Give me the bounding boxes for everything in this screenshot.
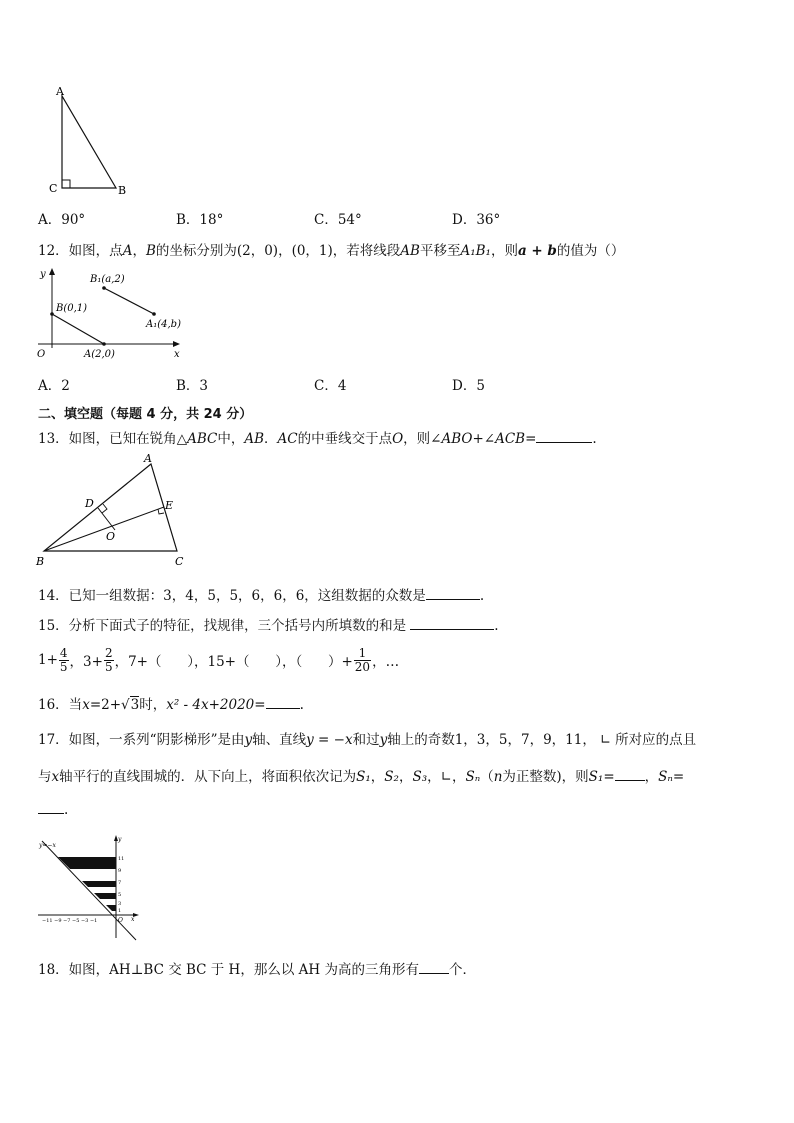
q13-text: 中， xyxy=(217,431,245,447)
q17-text: 轴平行的直线围城的．从下向上，将面积依次记为 xyxy=(59,769,357,785)
fraction-1-20 xyxy=(354,647,371,674)
q15-term: ，… xyxy=(372,654,400,670)
q11-option-d[interactable]: D．36° xyxy=(452,212,501,228)
vertex-label-b: B xyxy=(36,555,45,568)
triangle-abc xyxy=(62,96,116,188)
q18-answer-blank[interactable] xyxy=(419,961,449,974)
q17-answer-blank-sn[interactable] xyxy=(38,801,64,814)
perpendicular-bisector-ac xyxy=(44,507,164,551)
q17-equation: y = −x xyxy=(306,732,353,748)
point-b1-label: B₁(a,2) xyxy=(90,274,125,285)
point-a1 xyxy=(152,312,156,316)
q11-option-c[interactable]: C．54° xyxy=(314,212,362,228)
q17-axis: y xyxy=(379,732,388,748)
q12-expression: a + b xyxy=(517,243,557,259)
fraction-numerator: 1 xyxy=(354,647,371,661)
y-tick-1: 1 xyxy=(118,908,122,914)
fraction-denominator: 5 xyxy=(104,659,113,674)
q17-text: 17．如图，一系列“阴影梯形”是由 xyxy=(38,732,245,748)
q17-question-line2 xyxy=(38,765,684,785)
q17-axis: x xyxy=(51,769,60,785)
q13-triangle-figure xyxy=(34,450,204,570)
q17-axis: y xyxy=(244,732,253,748)
y-tick-9: 9 xyxy=(118,868,122,874)
q12-option-c[interactable]: C．4 xyxy=(314,378,347,394)
q13-text: . xyxy=(592,431,597,447)
fraction-denominator: 20 xyxy=(354,659,371,674)
area-s1: S₁ xyxy=(588,769,604,785)
q17-text: 轴上的奇数1，3，5，7，9，11， xyxy=(387,732,596,748)
q17-text: 与 xyxy=(38,769,52,785)
y-axis-label: y xyxy=(40,269,46,280)
q18-text: 个． xyxy=(448,962,476,978)
segment-ab xyxy=(52,314,104,344)
point-b-label: B(0,1) xyxy=(56,303,88,314)
q17-text: ， xyxy=(644,769,659,785)
q12-option-b[interactable]: B．3 xyxy=(176,378,209,394)
q13-text: 13．如图，已知在锐角 xyxy=(38,431,177,447)
q13-question xyxy=(38,427,597,447)
q13-text: ． xyxy=(264,431,278,447)
fraction-4-5 xyxy=(59,647,69,674)
area-s3: S₃ xyxy=(412,769,428,785)
q17-text: 和过 xyxy=(352,732,380,748)
section-heading-fill-in-blank: 二、填空题（每题 4 分，共 24 分） xyxy=(38,407,253,422)
q12-option-d[interactable]: D．5 xyxy=(452,378,485,394)
q13-text: ，则 xyxy=(403,431,431,447)
q13-text: 的中垂线交于点 xyxy=(297,431,393,447)
y-axis-label: y xyxy=(118,836,122,843)
vertex-label-b: B xyxy=(118,184,127,197)
right-angle-mark-e xyxy=(158,509,164,514)
q16-variable: x xyxy=(82,697,90,713)
q13-triangle: △ABC xyxy=(176,431,218,447)
shaded-trapezoid-s3 xyxy=(82,881,116,887)
q15-text: 15．分析下面式子的特征，找规律，三个括号内所填数的和是 xyxy=(38,618,407,634)
y-tick-5: 5 xyxy=(118,892,122,898)
q15-term: ，7+（ ），15+（ ），（ ）+ xyxy=(114,654,353,670)
q11-option-b[interactable]: B．18° xyxy=(176,212,224,228)
q17-ellipsis: ∟ xyxy=(599,732,612,748)
q14-text: 14．已知一组数据：3，4，5，5，6，6，6，这组数据的众数是 xyxy=(38,588,426,604)
y-tick-3: 3 xyxy=(118,901,122,907)
q17-trapezoid-figure xyxy=(36,832,146,942)
q15-term: ，3+ xyxy=(69,654,103,670)
point-b1 xyxy=(102,286,106,290)
point-a-label: A(2,0) xyxy=(84,349,115,360)
point-label-o: O xyxy=(106,530,116,543)
area-s1: S₁ xyxy=(356,769,371,785)
q11-triangle-figure xyxy=(44,84,134,199)
q17-text: （ xyxy=(480,769,494,785)
q17-question-line1 xyxy=(38,728,696,748)
line-label: y=−x xyxy=(39,842,56,849)
q16-text: . xyxy=(299,697,304,713)
vertex-label-a: A xyxy=(144,452,152,465)
q12-text: 12．如图，点 xyxy=(38,243,123,259)
q15-expression xyxy=(38,642,399,678)
q11-option-a[interactable]: A．90° xyxy=(38,212,86,228)
q12-segment-ab: AB xyxy=(400,243,420,259)
y-tick-11: 11 xyxy=(118,856,125,862)
origin-label: O xyxy=(37,349,46,360)
q17-text: = xyxy=(603,769,615,785)
q12-option-a[interactable]: A．2 xyxy=(38,378,70,394)
origin-label: O xyxy=(118,917,123,924)
y-axis-arrow xyxy=(49,268,55,275)
vertex-label-c: C xyxy=(49,182,58,195)
x-axis-label: x xyxy=(174,349,180,360)
fraction-numerator: 2 xyxy=(104,645,113,660)
sqrt-sign: √ xyxy=(121,697,130,713)
q17-variable-n: n xyxy=(493,769,503,785)
q12-text: ，则 xyxy=(490,243,518,259)
q17-text: ， xyxy=(398,769,413,785)
q13-side-ac: AC xyxy=(277,431,298,447)
q14-answer-blank[interactable] xyxy=(426,587,480,600)
right-angle-mark xyxy=(62,180,70,188)
q13-answer-blank[interactable] xyxy=(536,430,592,443)
q15-text: . xyxy=(494,618,499,634)
x-tick-labels: −11 −9 −7 −5 −3 −1 xyxy=(42,918,98,924)
point-a xyxy=(102,342,106,346)
perpendicular-bisector-ab xyxy=(98,508,115,530)
q12-point-b: B xyxy=(145,243,156,259)
q17-text: = xyxy=(672,769,685,785)
q12-coordinate-figure xyxy=(34,264,194,364)
q13-expression: ∠ABO+∠ACB= xyxy=(430,431,537,447)
q16-text: 16．当 xyxy=(38,697,83,713)
q15-term: 1+ xyxy=(38,652,58,668)
q17-text: 轴、直线 xyxy=(252,732,307,748)
q18-text: 18．如图，AH⊥BC 交 BC 于 H，那么以 AH 为高的三角形有 xyxy=(38,962,419,978)
x-axis-arrow xyxy=(173,341,180,347)
point-b xyxy=(50,312,54,316)
q12-question xyxy=(38,239,624,259)
q16-text: 时， xyxy=(139,697,167,713)
q12-text: ， xyxy=(132,243,146,259)
q17-answer-blank-s1[interactable] xyxy=(615,768,645,781)
q15-question xyxy=(38,614,498,634)
area-sn: Sₙ xyxy=(465,769,481,785)
q15-answer-blank[interactable] xyxy=(410,617,494,630)
q12-text: 平移至 xyxy=(419,243,461,259)
q17-text: ，∟， xyxy=(427,769,466,785)
q16-question xyxy=(38,693,304,713)
q16-text: =2+ xyxy=(89,697,122,713)
q14-text: . xyxy=(479,588,485,604)
q13-side-ab: AB xyxy=(244,431,264,447)
area-s2: S₂ xyxy=(384,769,399,785)
q16-expression: x² - 4x+2020= xyxy=(166,697,266,713)
q12-text: 的值为（） xyxy=(556,243,625,259)
area-sn: Sₙ xyxy=(658,769,673,785)
q18-question xyxy=(38,958,476,978)
fraction-denominator: 5 xyxy=(59,659,68,674)
q12-segment-a1b1: A₁B₁ xyxy=(460,243,491,259)
q16-answer-blank[interactable] xyxy=(266,696,300,709)
q17-question-line3 xyxy=(38,801,68,818)
q14-question xyxy=(38,584,484,604)
q12-text: 的坐标分别为(2，0)，(0，1)，若将线段 xyxy=(155,243,401,259)
vertex-label-c: C xyxy=(175,555,184,568)
q17-text: 所对应的点且 xyxy=(615,732,697,748)
x-axis-label: x xyxy=(131,916,135,923)
point-label-e: E xyxy=(165,499,174,512)
point-label-d: D xyxy=(85,497,94,510)
right-angle-mark-d xyxy=(102,504,107,513)
q17-text: ， xyxy=(370,769,385,785)
q17-text: . xyxy=(64,802,69,818)
point-a1-label: A₁(4,b) xyxy=(146,319,181,330)
q12-point-a: A xyxy=(122,243,133,259)
segment-a1b1 xyxy=(104,288,154,314)
q13-point-o: O xyxy=(392,431,404,447)
shaded-trapezoid-s2 xyxy=(94,893,116,899)
sqrt-radicand: 3 xyxy=(130,697,140,713)
y-tick-7: 7 xyxy=(118,880,122,886)
fraction-numerator: 4 xyxy=(59,645,68,660)
vertex-label-a: A xyxy=(56,85,64,98)
q17-text: 为正整数)，则 xyxy=(502,769,589,785)
fraction-2-5 xyxy=(104,647,114,674)
